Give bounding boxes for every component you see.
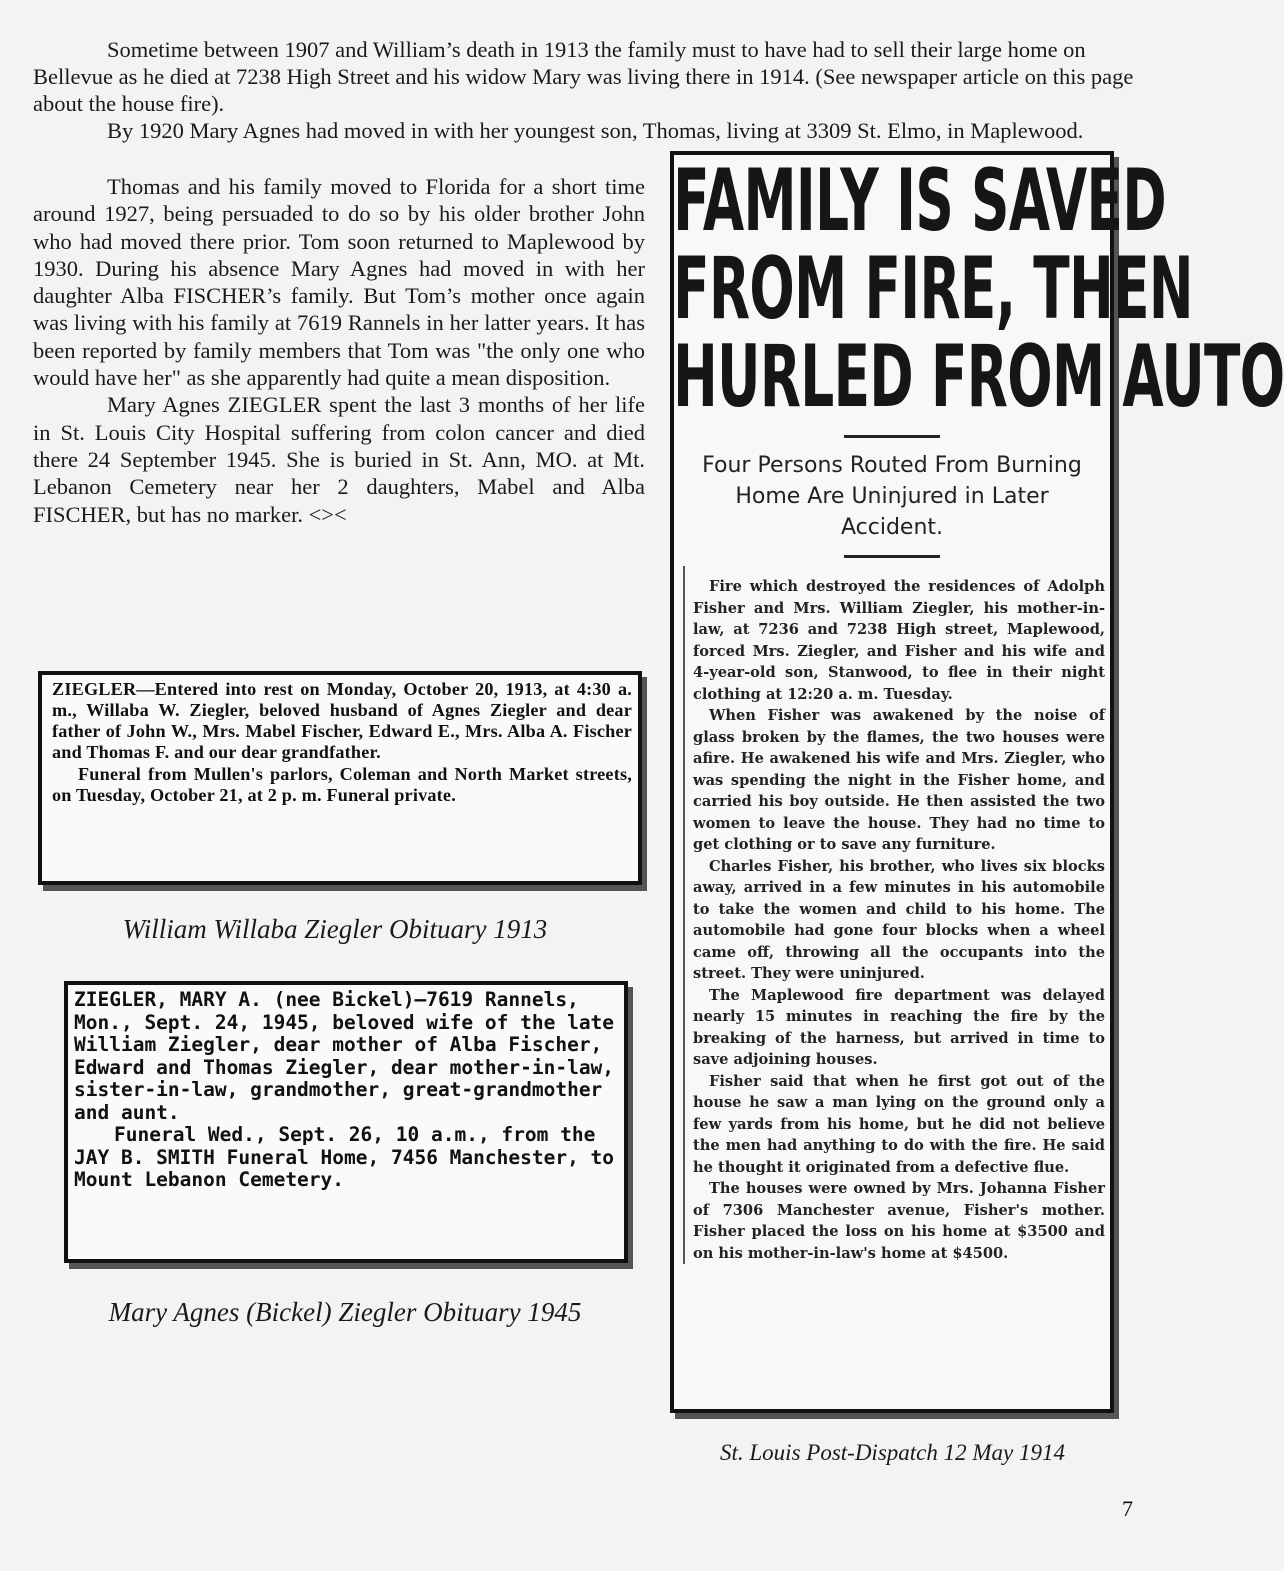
intro-paragraph: Sometime between 1907 and William’s death in 1913 the family must to have had to sell their large home on Bellevue as he died at 7238 High Street and his widow Mary was living there in 1914. (See newspaper article on this page about the house fire).: [33, 37, 1134, 116]
left-column-text: [33, 173, 645, 528]
headline: [673, 151, 1284, 427]
newspaper-caption: St. Louis Post-Dispatch 12 May 1914: [720, 1440, 1065, 1465]
article-paragraph: The houses were owned by Mrs. Johanna Fisher of 7306 Manchester avenue, Fisher's mother. Fisher placed the loss on his home at $3500 and on his mother-in-law's home at $4500.: [693, 1180, 1105, 1262]
obituary-1913-clipping: [38, 671, 642, 885]
death-paragraph: Mary Agnes ZIEGLER spent the last 3 months of her life in St. Louis City Hospital suffering from colon cancer and died there 24 September 1945. She is buried in St. Ann, MO. at Mt. Lebanon Cemetery near her 2 daughters, Mabel and Alba FISCHER, but has no marker. <><: [33, 392, 645, 527]
obituary-1945-funeral: Funeral Wed., Sept. 26, 10 a.m., from the JAY B. SMITH Funeral Home, 7456 Manchester, to Mount Lebanon Cemetery.: [74, 1123, 615, 1191]
obituary-1913-caption: William Willaba Ziegler Obituary 1913: [122, 914, 548, 944]
newspaper-clipping: [670, 151, 1284, 1413]
obituary-1945-caption: Mary Agnes (Bickel) Ziegler Obituary 1945: [108, 1297, 582, 1327]
divider: [844, 435, 940, 438]
headline-line: HURLED FROM AUTO: [673, 327, 1284, 427]
florida-paragraph: Thomas and his family moved to Florida for a short time around 1927, being persuaded to do so by his older brother John who had moved there prior. Tom soon returned to Maplewood by 1930. During his absence Mary Agnes had moved in with her daughter Alba FISCHER’s family. But Tom’s mother once again was living with his family at 7619 Rannels in her latter years. It has been reported by family members that Tom was "the only one who would have her" as she apparently had quite a mean disposition.: [33, 174, 645, 391]
divider: [844, 555, 940, 558]
subheadline: Four Persons Routed From Burning Home Are Uninjured in Later Accident.: [702, 453, 1082, 540]
obituary-1945-clipping: [64, 981, 628, 1263]
article-paragraph: Fisher said that when he first got out of the house he saw a man lying on the ground only a few yards from his home, but he did not believe the men had anything to do with the fire. He said he thought it originated from a defective flue.: [693, 1072, 1105, 1176]
article-paragraph: Fire which destroyed the residences of Adolph Fisher and Mrs. William Ziegler, his mother-in-law, at 7236 and 7238 High street, Maplewood, forced Mrs. Ziegler, and Fisher and his wife and 4-year-old son, Stanwood, to flee in their night clothing at 12:20 a. m. Tuesday.: [693, 578, 1105, 703]
obituary-1913-funeral: Funeral from Mullen's parlors, Coleman and North Market streets, on Tuesday, October 21, at 2 p. m. Funeral private.: [52, 764, 632, 805]
headline-line: FROM FIRE, THEN: [673, 239, 1193, 339]
obituary-1913-text: ZIEGLER—Entered into rest on Monday, October 20, 1913, at 4:30 a. m., Willaba W. Ziegler, beloved husband of Agnes Ziegler and dear father of John W., Mrs. Mabel Fischer, Edward E., Mrs. Alba A. Fischer and Thomas F. and our dear grandfather.: [52, 679, 632, 762]
page-number: 7: [1122, 1496, 1133, 1521]
headline-line: FAMILY IS SAVED: [673, 151, 1166, 251]
article-paragraph: The Maplewood fire department was delayed nearly 15 minutes in reaching the fire by the breaking of the harness, but arrived in time to save adjoining houses.: [693, 986, 1105, 1068]
article-body: [683, 566, 1105, 1264]
second-paragraph: By 1920 Mary Agnes had moved in with her youngest son, Thomas, living at 3309 St. Elmo, in Maplewood.: [107, 118, 1084, 143]
obituary-1945-text: ZIEGLER, MARY A. (nee Bickel)—7619 Rannels, Mon., Sept. 24, 1945, beloved wife of the late William Ziegler, dear mother of Alba Fischer, Edward and Thomas Ziegler, dear mother-in-law, sister-in-law, grandmother, great-grandmother and aunt.: [74, 988, 615, 1124]
article-paragraph: Charles Fisher, his brother, who lives six blocks away, arrived in a few minutes in his automobile to take the women and child to his home. The automobile had gone four blocks when a wheel came off, throwing all the occupants into the street. They were uninjured.: [693, 857, 1105, 982]
article-paragraph: When Fisher was awakened by the noise of glass broken by the flames, the two houses were afire. He awakened his wife and Mrs. Ziegler, who was spending the night in the Fisher home, and carried his boy outside. He then assisted the two women to leave the house. They had no time to get clothing or to save any furniture.: [693, 707, 1105, 853]
